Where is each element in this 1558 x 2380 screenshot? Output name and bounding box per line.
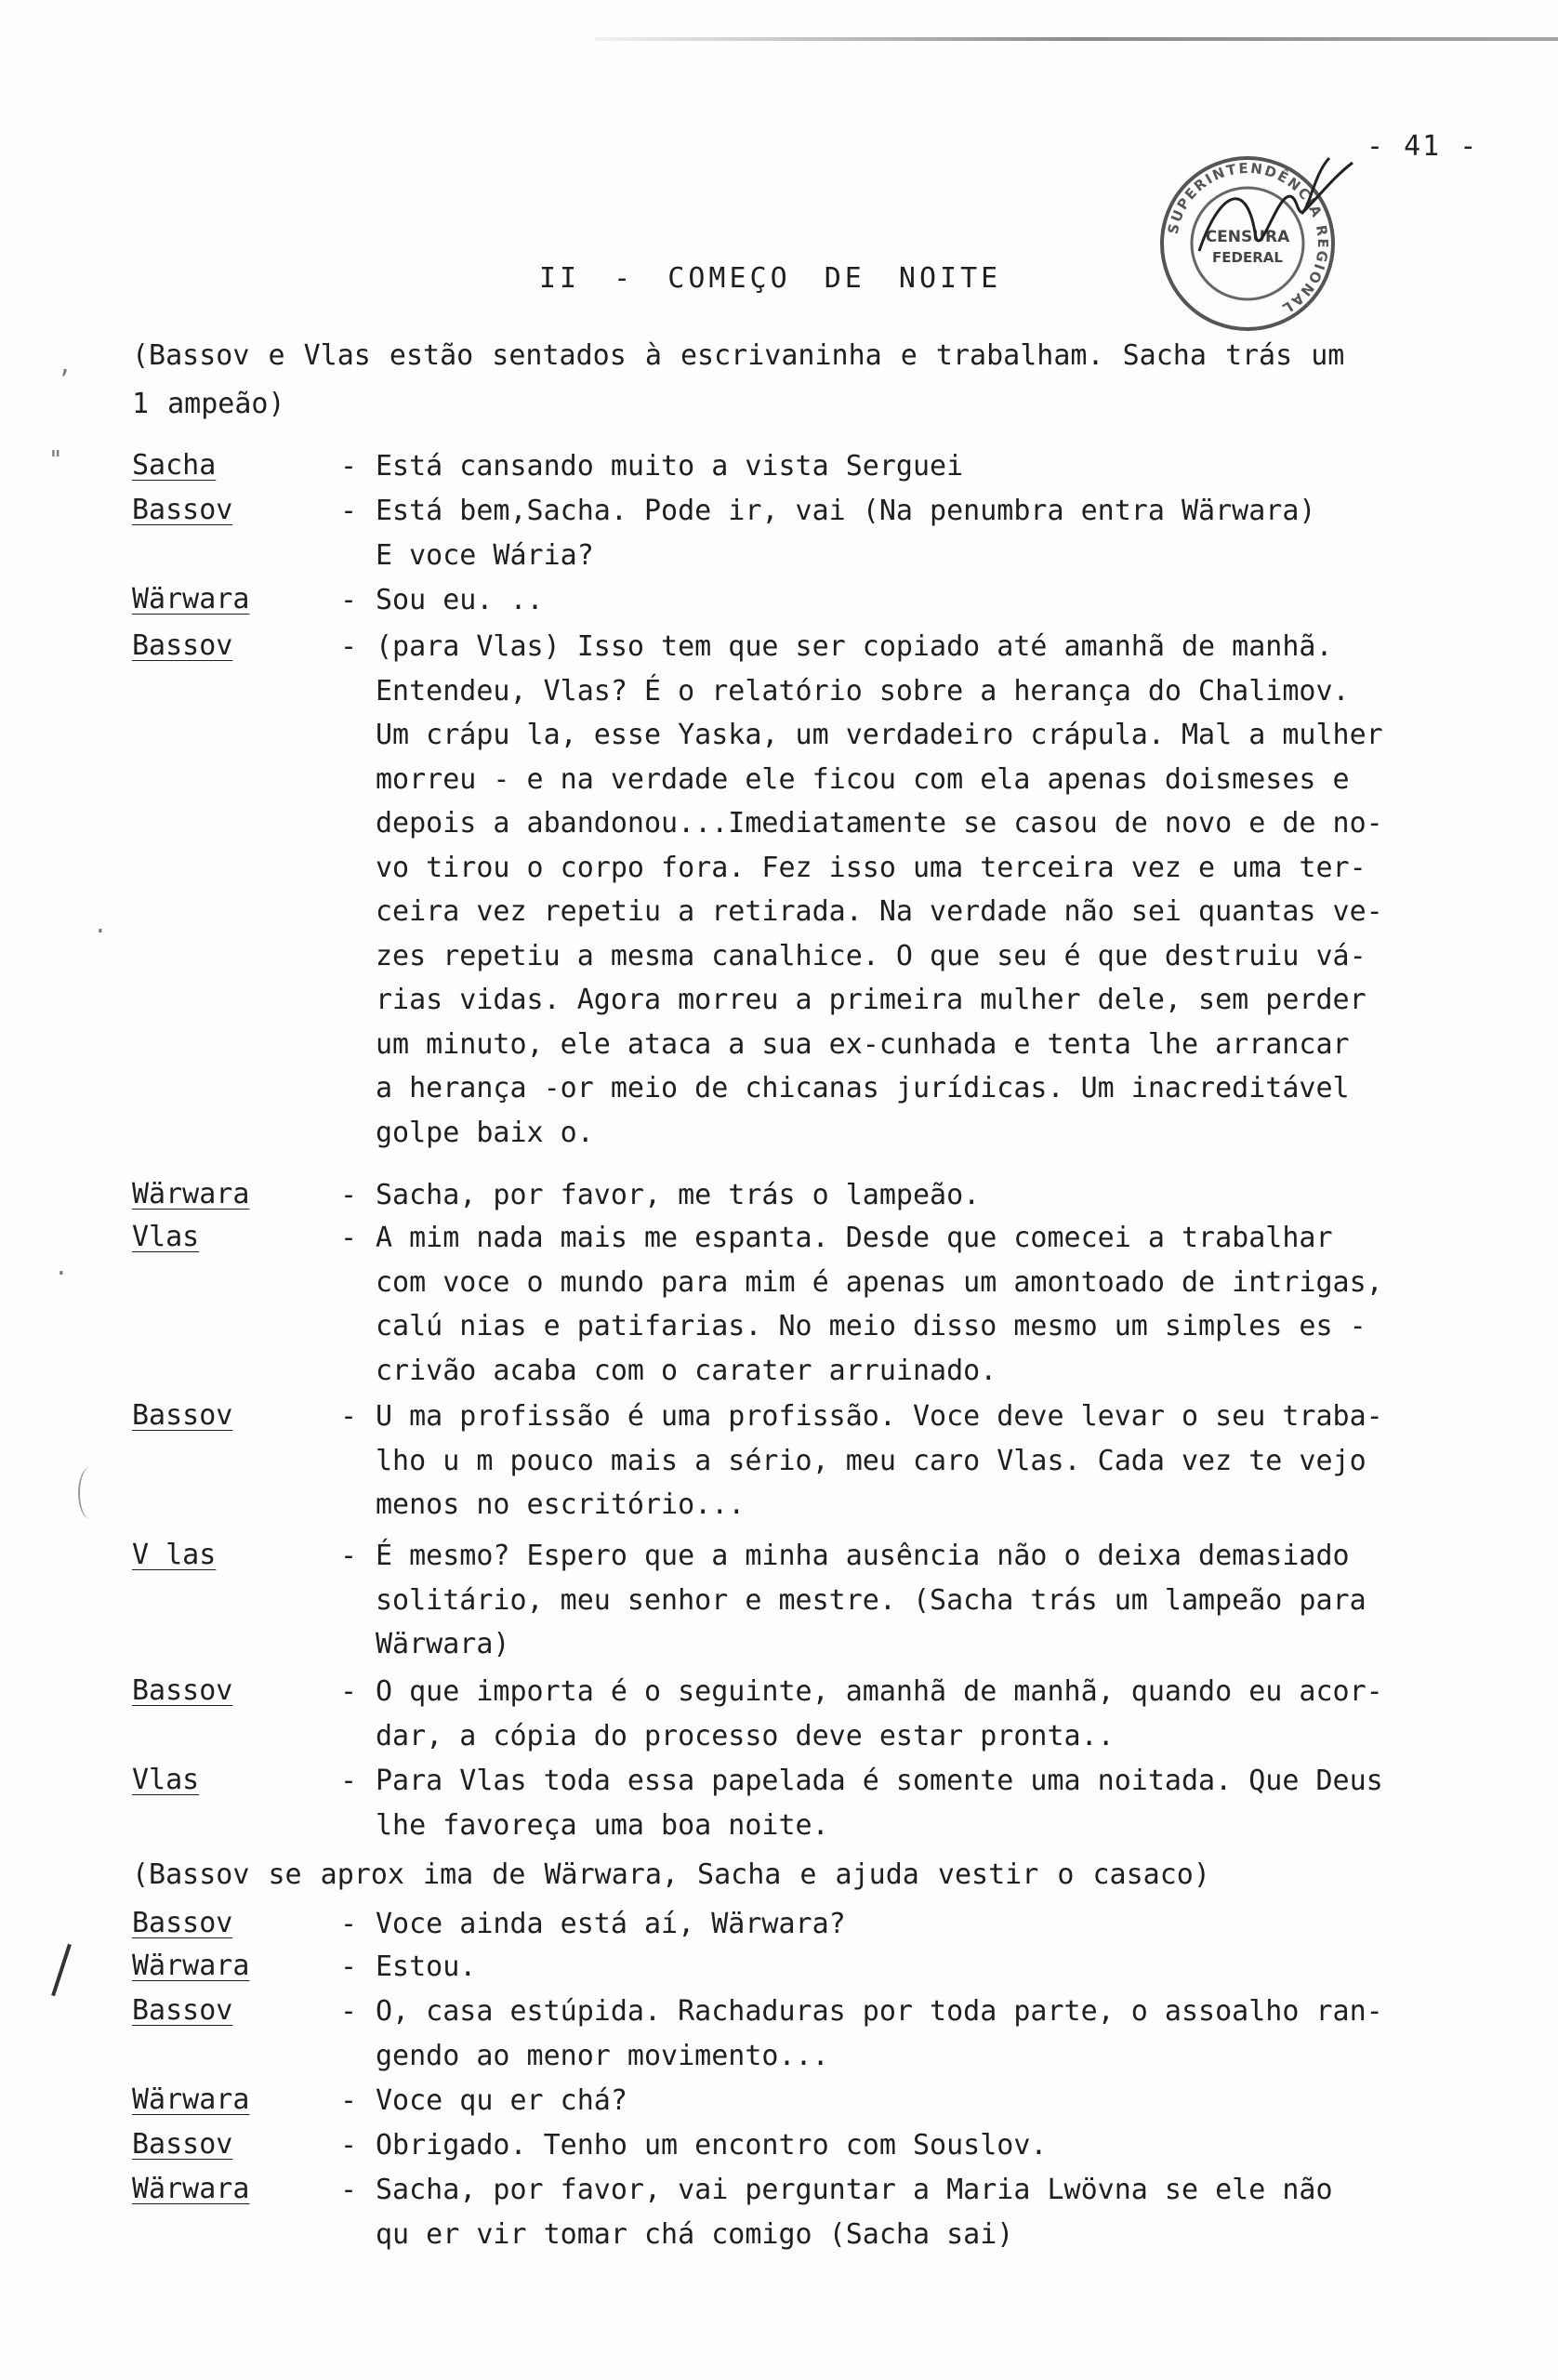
speech-line: Entendeu, Vlas? É o relatório sobre a herança do Chalimov. [376,674,1350,707]
speaker-name: Wärwara [132,2173,250,2205]
speech-text: - Sacha, por favor, vai perguntar a Maria Lwövna se ele não qu er vir tomar chá comigo (Sacha sai) [340,2174,1333,2251]
speech-line: golpe baix o. [376,1116,594,1149]
speech-text: - Sou eu. .. [340,584,544,616]
speech-line: menos no escritório... [376,1488,746,1521]
speech-line: com voce o mundo para mim é apenas um amontoado de intrigas, [376,1265,1383,1299]
svg-text:SUPERINTENDÊNCIA REGIONAL: SUPERINTENDÊNCIA REGIONAL [1164,159,1332,318]
speech-line: solitário, meu senhor e mestre. (Sacha trás um lampeão para [376,1583,1367,1617]
scene-heading: II - COMEÇO DE NOITE [539,262,1002,295]
speech-line: gendo ao menor movimento... [376,2039,829,2072]
svg-text:FEDERAL: FEDERAL [1212,249,1283,266]
speech-line: Obrigado. Tenho um encontro com Souslov. [376,2129,1048,2162]
speech-line: Está cansando muito a vista Serguei [376,450,964,483]
speech-line: A mim nada mais me espanta. Desde que comecei a trabalhar [376,1222,1333,1254]
speech-line: O que importa é o seguinte, amanhã de manhã, quando eu acor- [376,1675,1383,1708]
speaker-name: Vlas [132,1764,200,1796]
margin-mark [78,1467,102,1519]
speech-line: morreu - e na verdade ele ficou com ela apenas doismeses e [376,762,1350,796]
stage-direction-opening-1: (Bassov e Vlas estão sentados à escrivaninha e trabalham. Sacha trás um [132,339,1345,372]
speaker-name: Wärwara [132,1950,250,1982]
margin-mark: . [54,1253,69,1281]
speaker-name: Vlas [132,1221,200,1253]
speech-text: - (para Vlas) Isso tem que ser copiado até amanhã de manhã. Entendeu, Vlas? É o relatório sobre a herança do Chalimov. Um crápu la, esse Yaska, um verdadeiro crápula. Mal a mulher morreu - e na verdade ele ficou com ela apenas doismeses e depois a abandonou...Imediatamente se casou de novo e de no- vo tirou o corpo fora. Fez isso uma terceira vez e uma ter- ceira vez repetiu a retirada. Na verdade não sei quantas ve- zes repetiu a mesma canalhice. O que seu é que destruiu vá- rias vidas. Agora morreu a primeira mulher dele, sem perder um minuto, ele ataca a sua ex-cunhada e tenta lhe arrancar a herança -or meio de chicanas jurídicas. Um inacreditável golpe baix o. [340,630,1383,1149]
speech-text: - Está cansando muito a vista Serguei [340,450,964,483]
speech-line: (para Vlas) Isso tem que ser copiado até amanhã de manhã. [376,630,1333,663]
censorship-stamp [1143,139,1367,363]
speech-line: Estou. [376,1950,477,1983]
speech-text: - Obrigado. Tenho um encontro com Souslov. [340,2129,1048,2162]
speech-line: a herança -or meio de chicanas jurídicas. Um inacreditável [376,1072,1350,1104]
speech-line: U ma profissão é uma profissão. Voce deve levar o seu traba- [376,1400,1383,1433]
speaker-name: Wärwara [132,1178,250,1210]
speech-text: - U ma profissão é uma profissão. Voce deve levar o seu traba- lho u m pouco mais a sério, meu caro Vlas. Cada vez te vejo menos no escritório... [340,1400,1383,1521]
speech-line: dar, a cópia do processo deve estar pronta.. [376,1719,1115,1752]
margin-mark [51,1944,72,1996]
margin-mark: . [93,911,108,939]
speech-text: - É mesmo? Espero que a minha ausência não o deixa demasiado solitário, meu senhor e mestre. (Sacha trás um lampeão para Wärwara) [340,1540,1367,1660]
speech-text: - Estou. [340,1950,477,1983]
speech-line: zes repetiu a mesma canalhice. O que seu é que destruiu vá- [376,939,1367,972]
speech-line: lhe favoreça uma boa noite. [376,1808,829,1842]
speech-line: Um crápu la, esse Yaska, um verdadeiro crápula. Mal a mulher [376,719,1383,751]
speech-line: E voce Wária? [376,538,594,572]
speech-line: lho u m pouco mais a sério, meu caro Vlas. Cada vez te vejo [376,1444,1367,1477]
speech-line: depois a abandonou...Imediatamente se casou de novo e de no- [376,807,1383,840]
speech-line: Wärwara) [376,1628,510,1660]
speech-text: - Sacha, por favor, me trás o lampeão. [340,1179,981,1211]
speech-line: Está bem,Sacha. Pode ir, vai (Na penumbra entra Wärwara) [376,495,1316,527]
speech-line: É mesmo? Espero que a minha ausência não o deixa demasiado [376,1540,1350,1572]
speech-line: Sou eu. .. [376,584,544,616]
speech-line: O, casa estúpida. Rachaduras por toda parte, o assoalho ran- [376,1995,1383,2028]
svg-text:CENSURA: CENSURA [1205,228,1290,246]
speech-text: - O que importa é o seguinte, amanhã de manhã, quando eu acor- dar, a cópia do processo deve estar pronta.. [340,1675,1383,1752]
speech-line: um minuto, ele ataca a sua ex-cunhada e tenta lhe arrancar [376,1027,1350,1061]
speech-line: Para Vlas toda essa papelada é somente uma noitada. Que Deus [376,1765,1383,1797]
speech-text: - Está bem,Sacha. Pode ir, vai (Na penumbra entra Wärwara) E voce Wária? [340,495,1316,572]
speaker-name: Wärwara [132,583,250,615]
speech-line: rias vidas. Agora morreu a primeira mulher dele, sem perder [376,984,1367,1016]
speaker-name: Bassov [132,494,233,526]
speech-line: qu er vir tomar chá comigo (Sacha sai) [376,2217,1014,2251]
speech-line: crivão acaba com o carater arruinado. [376,1354,997,1387]
speech-text: - Para Vlas toda essa papelada é somente uma noitada. Que Deus lhe favoreça uma boa noite. [340,1765,1383,1842]
speech-line: Sacha, por favor, vai perguntar a Maria Lwövna se ele não [376,2174,1333,2206]
speaker-name: V las [132,1539,217,1571]
speaker-name: Sacha [132,449,217,482]
speech-line: calú nias e patifarias. No meio disso mesmo um simples es - [376,1310,1367,1342]
speech-text: - A mim nada mais me espanta. Desde que comecei a trabalhar com voce o mundo para mim é apenas um amontoado de intrigas, calú nias e patifarias. No meio disso mesmo um simples es - crivão acaba com o carater arruinado. [340,1222,1383,1387]
speech-text: - O, casa estúpida. Rachaduras por toda parte, o assoalho ran- gendo ao menor movimento... [340,1995,1383,2072]
margin-mark: , [58,351,73,379]
stamp-seal-icon [1143,139,1367,363]
speaker-name: Bassov [132,2128,233,2161]
stage-direction-opening-2: 1 ampeão) [132,388,285,420]
page-number: - 41 - [1367,130,1479,163]
stage-direction-middle: (Bassov se aprox ima de Wärwara, Sacha e ajuda vestir o casaco) [132,1858,1210,1891]
speech-text: - Voce qu er chá? [340,2084,627,2117]
speech-text: - Voce ainda está aí, Wärwara? [340,1908,846,1940]
speech-line: vo tirou o corpo fora. Fez isso uma terceira vez e uma ter- [376,851,1367,884]
margin-mark: " [48,446,63,474]
speaker-name: Bassov [132,1674,233,1707]
speech-line: Voce ainda está aí, Wärwara? [376,1908,846,1940]
speaker-name: Bassov [132,629,233,662]
scan-edge-line [595,37,1558,41]
speaker-name: Bassov [132,1399,233,1432]
speech-line: ceira vez repetiu a retirada. Na verdade não sei quantas ve- [376,895,1383,928]
speaker-name: Bassov [132,1907,233,1939]
speech-line: Voce qu er chá? [376,2084,627,2117]
speaker-name: Wärwara [132,2083,250,2116]
speaker-name: Bassov [132,1994,233,2027]
speech-line: Sacha, por favor, me trás o lampeão. [376,1179,981,1211]
